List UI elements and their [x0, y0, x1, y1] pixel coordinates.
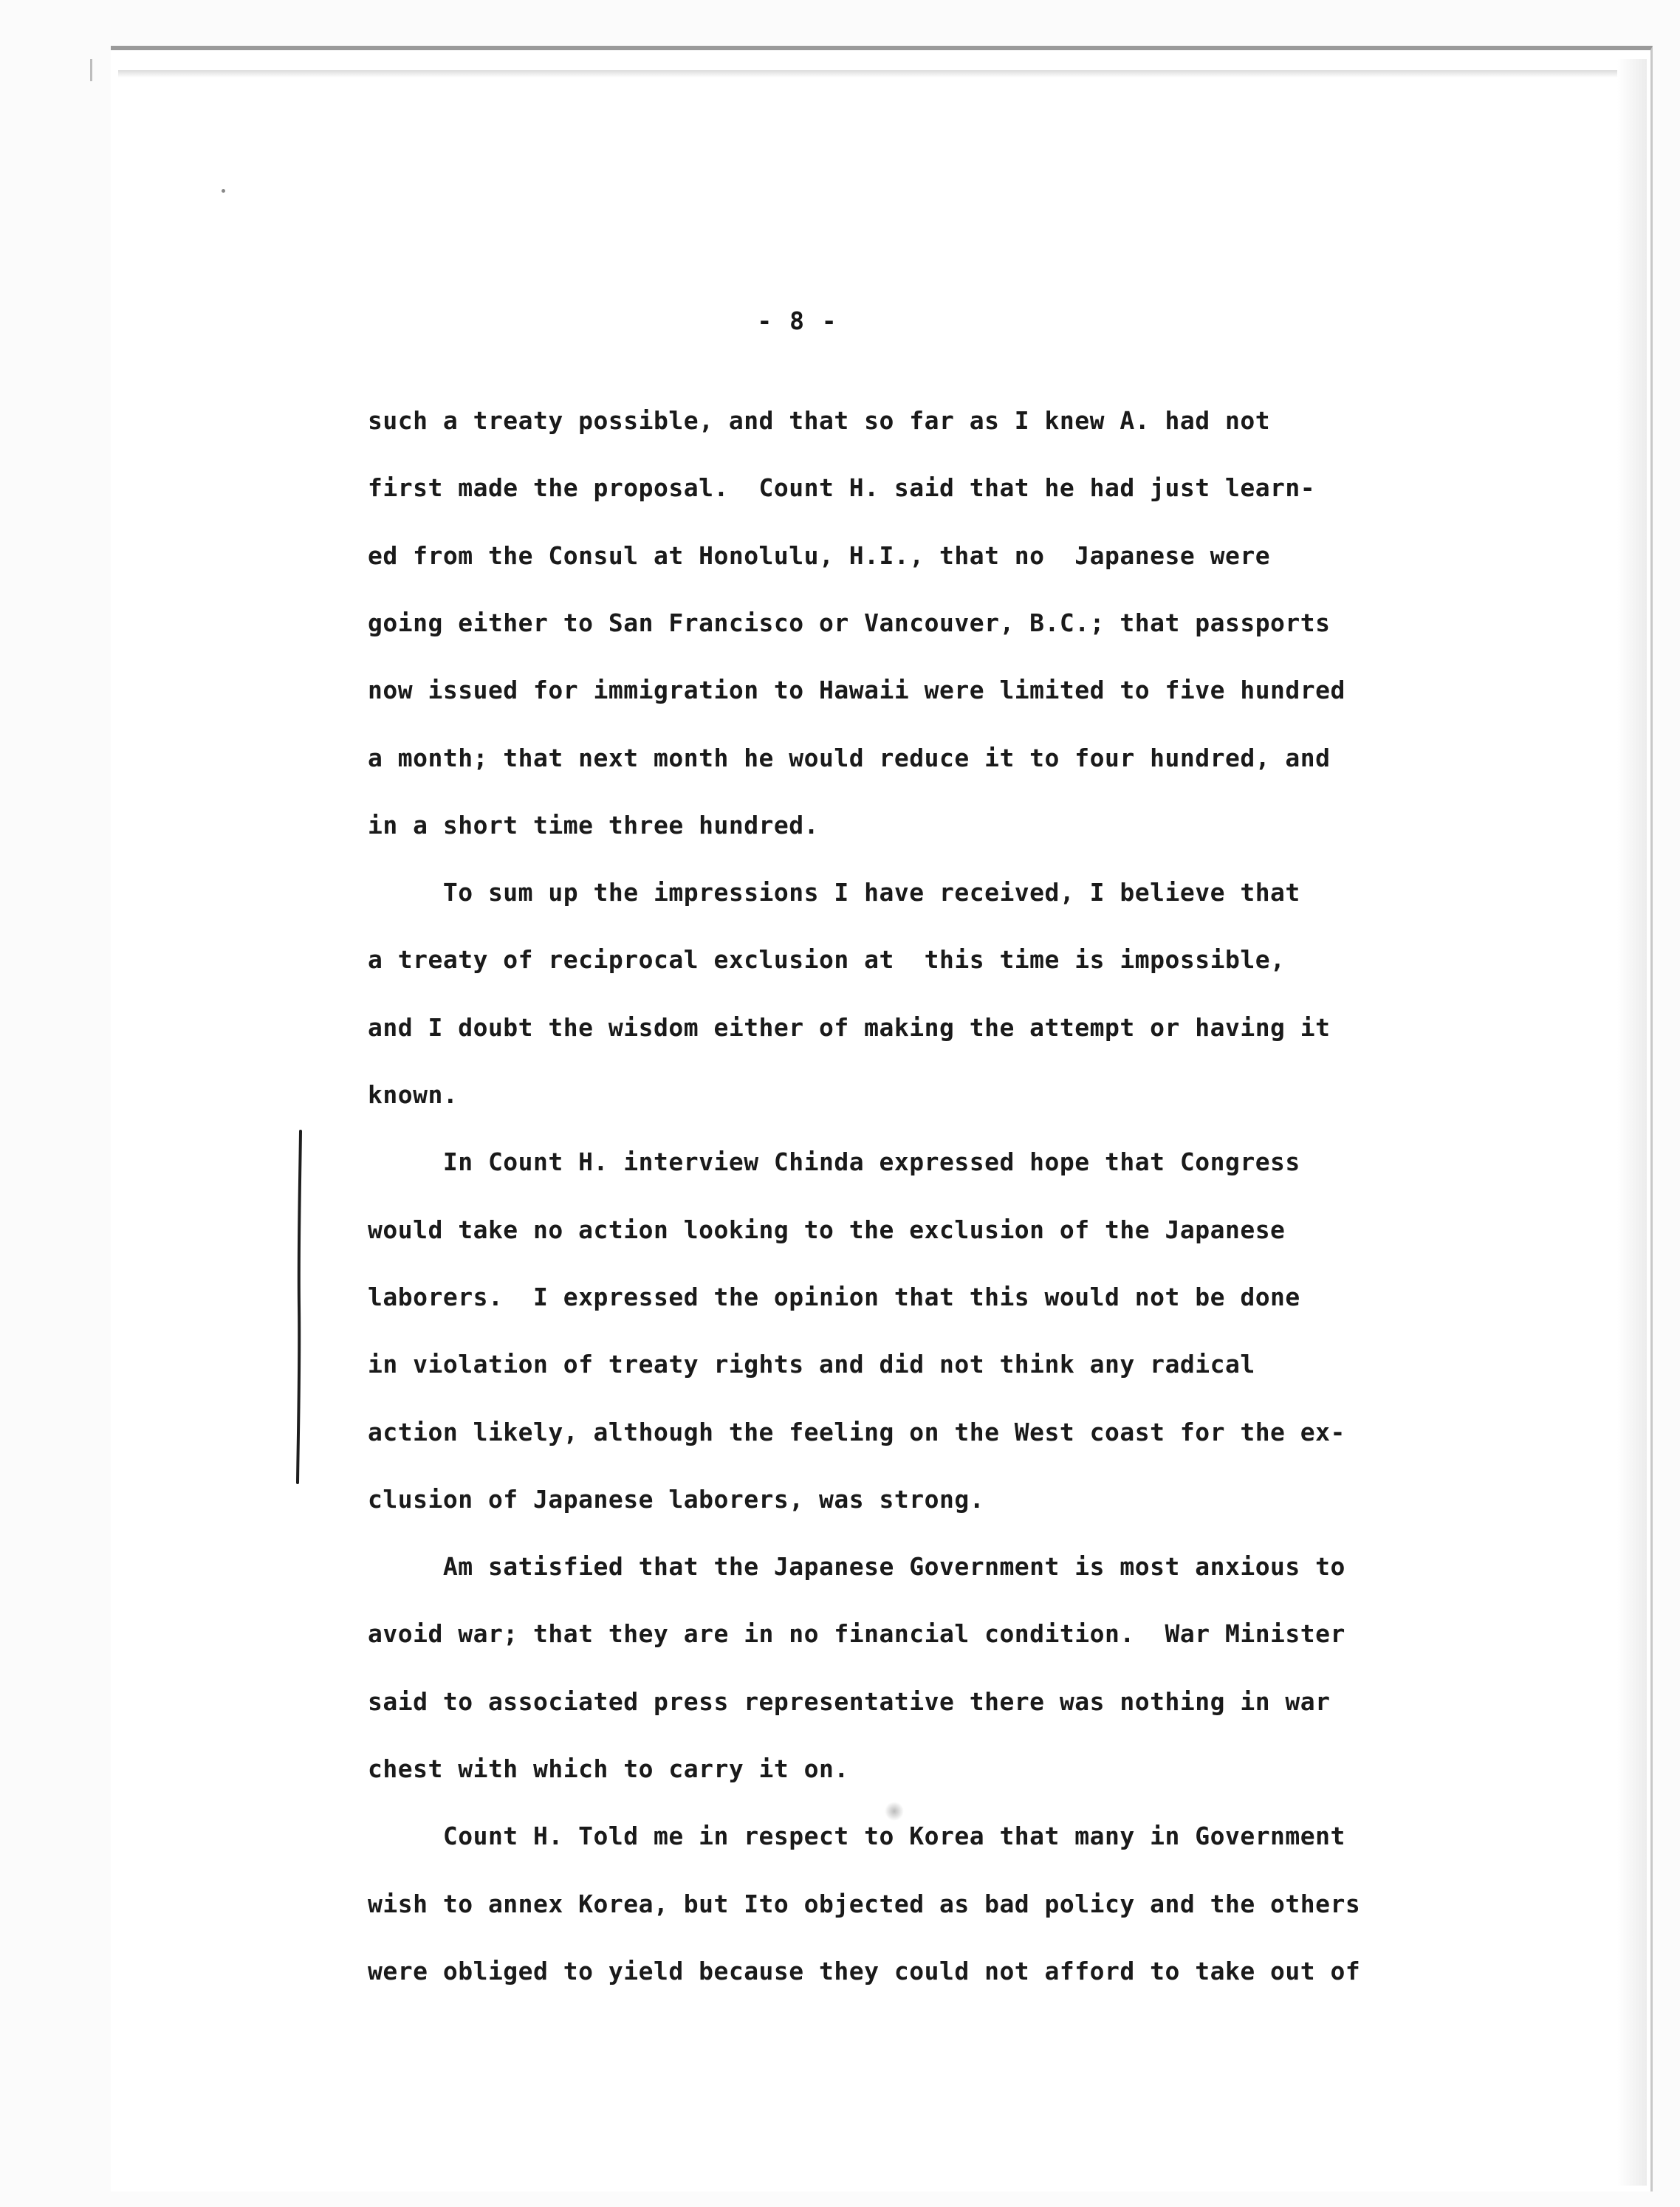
text-line: were obliged to yield because they could not afford to take out of	[368, 1957, 1361, 1985]
ink-smudge	[885, 1802, 904, 1821]
text-line: in a short time three hundred.	[368, 811, 820, 840]
document-page	[111, 46, 1653, 2191]
text-line: first made the proposal. Count H. said that he had just learn-	[368, 473, 1316, 502]
text-line: ed from the Consul at Honolulu, H.I., that no Japanese were	[368, 541, 1271, 570]
text-line: Am satisfied that the Japanese Government is most anxious to	[368, 1552, 1345, 1581]
text-line: In Count H. interview Chinda expressed hope that Congress	[368, 1147, 1300, 1176]
margin-bracket-mark	[294, 1130, 298, 1477]
text-line: Count H. Told me in respect to Korea that many in Government	[368, 1822, 1345, 1850]
text-line: a month; that next month he would reduce it to four hundred, and	[368, 744, 1331, 772]
text-line: such a treaty possible, and that so far as I knew A. had not	[368, 406, 1271, 435]
text-line: and I doubt the wisdom either of making the attempt or having it	[368, 1013, 1331, 1042]
text-line: chest with which to carry it on.	[368, 1754, 849, 1783]
text-line: action likely, although the feeling on the West coast for the ex-	[368, 1418, 1345, 1446]
scan-edge-mark	[90, 59, 92, 81]
text-line: going either to San Francisco or Vancouver, B.C.; that passports	[368, 608, 1331, 637]
text-line: clusion of Japanese laborers, was strong.	[368, 1485, 985, 1514]
text-line: a treaty of reciprocal exclusion at this time is impossible,	[368, 945, 1286, 974]
text-line: To sum up the impressions I have received, I believe that	[368, 878, 1300, 907]
scan-speck	[222, 189, 225, 193]
text-line: would take no action looking to the exclusion of the Japanese	[368, 1215, 1286, 1244]
text-line: in violation of treaty rights and did not think any radical	[368, 1350, 1255, 1379]
text-line: said to associated press representative there was nothing in war	[368, 1687, 1331, 1716]
text-line: laborers. I expressed the opinion that this would not be done	[368, 1283, 1300, 1311]
page-top-shadow	[118, 70, 1639, 78]
page-right-edge	[1617, 59, 1647, 2186]
text-line: wish to annex Korea, but Ito objected as bad policy and the others	[368, 1889, 1361, 1918]
text-line: avoid war; that they are in no financial condition. War Minister	[368, 1619, 1345, 1648]
page-number: - 8 -	[757, 306, 838, 335]
text-line: now issued for immigration to Hawaii were limited to five hundred	[368, 676, 1345, 704]
text-line: known.	[368, 1080, 459, 1109]
